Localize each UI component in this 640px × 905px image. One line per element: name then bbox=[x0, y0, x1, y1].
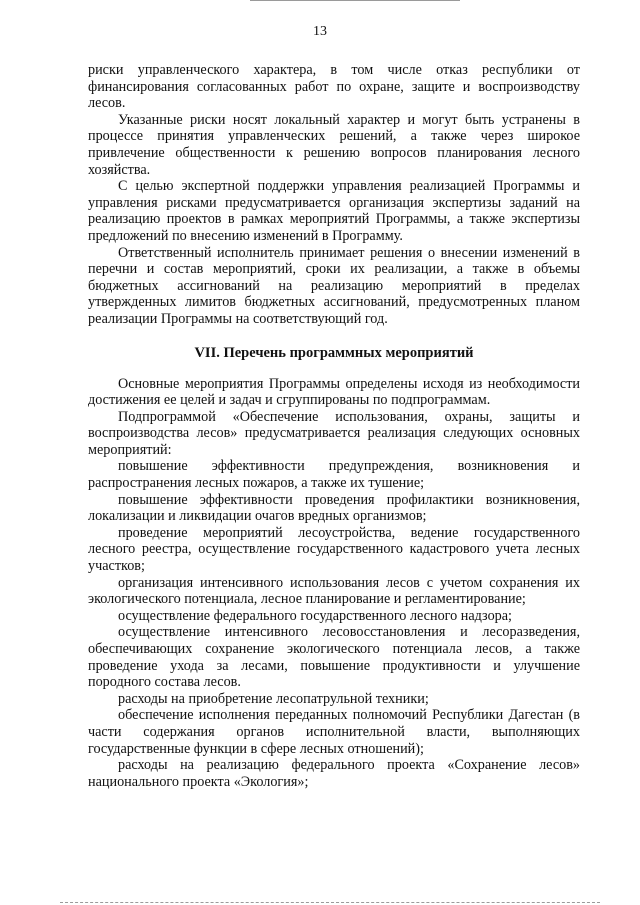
page-number: 13 bbox=[313, 24, 327, 39]
list-item: осуществление федерального государственного лесного надзора; bbox=[118, 607, 512, 624]
paragraph: Указанные риски носят локальный характер и могут быть устранены в процессе принятия управленческих решений, а также через широкое привлечение общественности к решению вопросов планирования лесного хозяйства. bbox=[88, 111, 580, 178]
list-item: расходы на приобретение лесопатрульной техники; bbox=[118, 690, 429, 707]
paragraph: С целью экспертной поддержки управления реализацией Программы и управления рисками предусматривается организация экспертизы заданий на реализацию проектов в рамках мероприятий Программы, а также экспертизы предложений по внесению изменений в Программу. bbox=[88, 178, 580, 244]
list-item: обеспечение исполнения переданных полномочий Республики Дагестан (в части содержания органов исполнительной власти, выполняющих государственные функции в сфере лесных отношений); bbox=[88, 707, 580, 757]
paragraph: Подпрограммой «Обеспечение использования, охраны, защиты и воспроизводства лесов» предусматривается реализация следующих основных мероприятий: bbox=[88, 408, 580, 458]
paragraph: Основные мероприятия Программы определены исходя из необходимости достижения ее целей и задач и сгруппированы по подпрограммам. bbox=[88, 375, 580, 409]
bottom-border-line bbox=[60, 902, 600, 903]
list-item: организация интенсивного использования лесов с учетом сохранения их экологического потенциала, лесное планирование и регламентирование; bbox=[88, 574, 580, 608]
section-heading: VII. Перечень программных мероприятий bbox=[194, 344, 474, 361]
list-item: расходы на реализацию федерального проекта «Сохранение лесов» национального проекта «Экология»; bbox=[88, 757, 580, 790]
paragraph: Ответственный исполнитель принимает решения о внесении изменений в перечни и состав мероприятий, сроки их реализации, а также в объемы бюджетных ассигнований на реализацию мероприятий в пределах утвержденных лимитов бюджетных ассигнований, предусмотренных планом реализации Программы на соответствующий год. bbox=[88, 244, 580, 327]
paragraph: риски управленческого характера, в том числе отказ республики от финансирования согласованных работ по охране, защите и воспроизводству лесов. bbox=[88, 62, 580, 112]
document-body bbox=[88, 62, 580, 790]
list-item: проведение мероприятий лесоустройства, ведение государственного лесного реестра, осуществление государственного кадастрового учета лесных участков; bbox=[88, 524, 580, 575]
list-item: повышение эффективности предупреждения, возникновения и распространения лесных пожаров, а также их тушение; bbox=[88, 458, 580, 492]
list-item: осуществление интенсивного лесовосстановления и лесоразведения, обеспечивающих сохранение экологического потенциала лесов, а также проведение ухода за лесами, повышение продуктивности и улучшение породного состава лесов. bbox=[88, 624, 580, 691]
top-border-line bbox=[250, 0, 460, 1]
list-item: повышение эффективности проведения профилактики возникновения, локализации и ликвидации очагов вредных организмов; bbox=[88, 491, 580, 525]
